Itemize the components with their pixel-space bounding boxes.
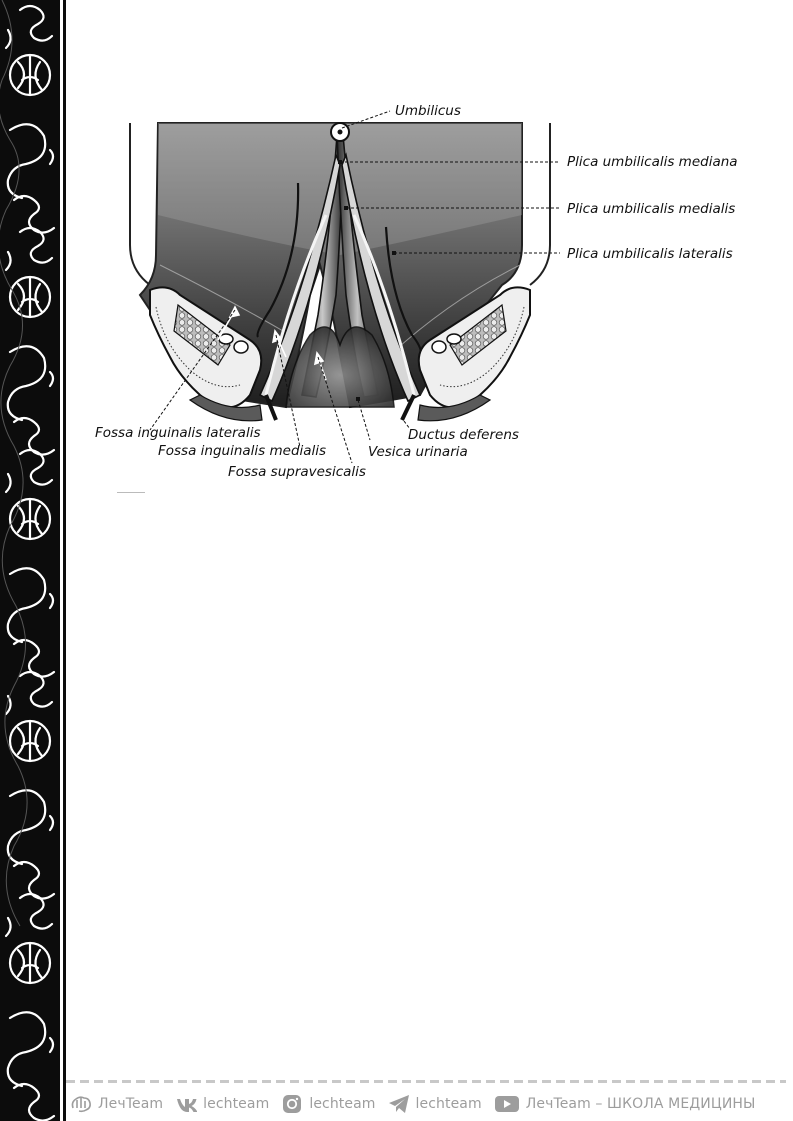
footer-item-instagram[interactable] bbox=[281, 1094, 375, 1114]
footer-telegram-text: lechteam bbox=[415, 1096, 482, 1112]
footer-instagram-text: lechteam bbox=[309, 1096, 376, 1112]
label-umbilicus: Umbilicus bbox=[395, 103, 461, 119]
label-plica-mediana: Plica umbilicalis mediana bbox=[567, 154, 738, 170]
label-fossa-medialis: Fossa inguinalis medialis bbox=[158, 443, 327, 459]
label-fossa-supravesicalis: Fossa supravesicalis bbox=[228, 464, 366, 480]
footer-brand-text: ЛечTeam bbox=[98, 1096, 164, 1112]
organ-pattern-icon bbox=[0, 0, 66, 1121]
telegram-icon bbox=[388, 1094, 410, 1114]
footer-vk-text: lechteam bbox=[203, 1096, 270, 1112]
body-wall-outline-right bbox=[530, 123, 550, 285]
anatomy-figure bbox=[90, 95, 790, 495]
youtube-icon bbox=[494, 1094, 520, 1114]
side-border-rule bbox=[60, 0, 63, 1121]
decorative-side-border bbox=[0, 0, 66, 1121]
footer-item-vk[interactable] bbox=[175, 1094, 269, 1114]
body-wall-outline-left bbox=[130, 123, 150, 285]
brain-logo-icon bbox=[70, 1094, 92, 1114]
label-plica-medialis: Plica umbilicalis medialis bbox=[567, 201, 736, 217]
instagram-icon bbox=[281, 1094, 303, 1114]
footer-bar bbox=[70, 1092, 790, 1116]
label-plica-lateralis: Plica umbilicalis lateralis bbox=[567, 246, 733, 262]
label-vesica-urinaria: Vesica urinaria bbox=[368, 444, 468, 460]
label-fossa-lateralis: Fossa inguinalis lateralis bbox=[95, 425, 261, 441]
footer-item-telegram[interactable] bbox=[388, 1094, 482, 1114]
label-ductus-deferens: Ductus deferens bbox=[408, 427, 519, 443]
footer-dashed-rule bbox=[66, 1080, 786, 1083]
footer-item-brand[interactable] bbox=[70, 1094, 163, 1114]
footer-item-youtube[interactable] bbox=[494, 1094, 756, 1114]
footer-youtube-text: ЛечTeam – ШКОЛА МЕДИЦИНЫ bbox=[525, 1096, 756, 1112]
figure-divider bbox=[117, 492, 145, 493]
vk-icon bbox=[175, 1094, 197, 1114]
